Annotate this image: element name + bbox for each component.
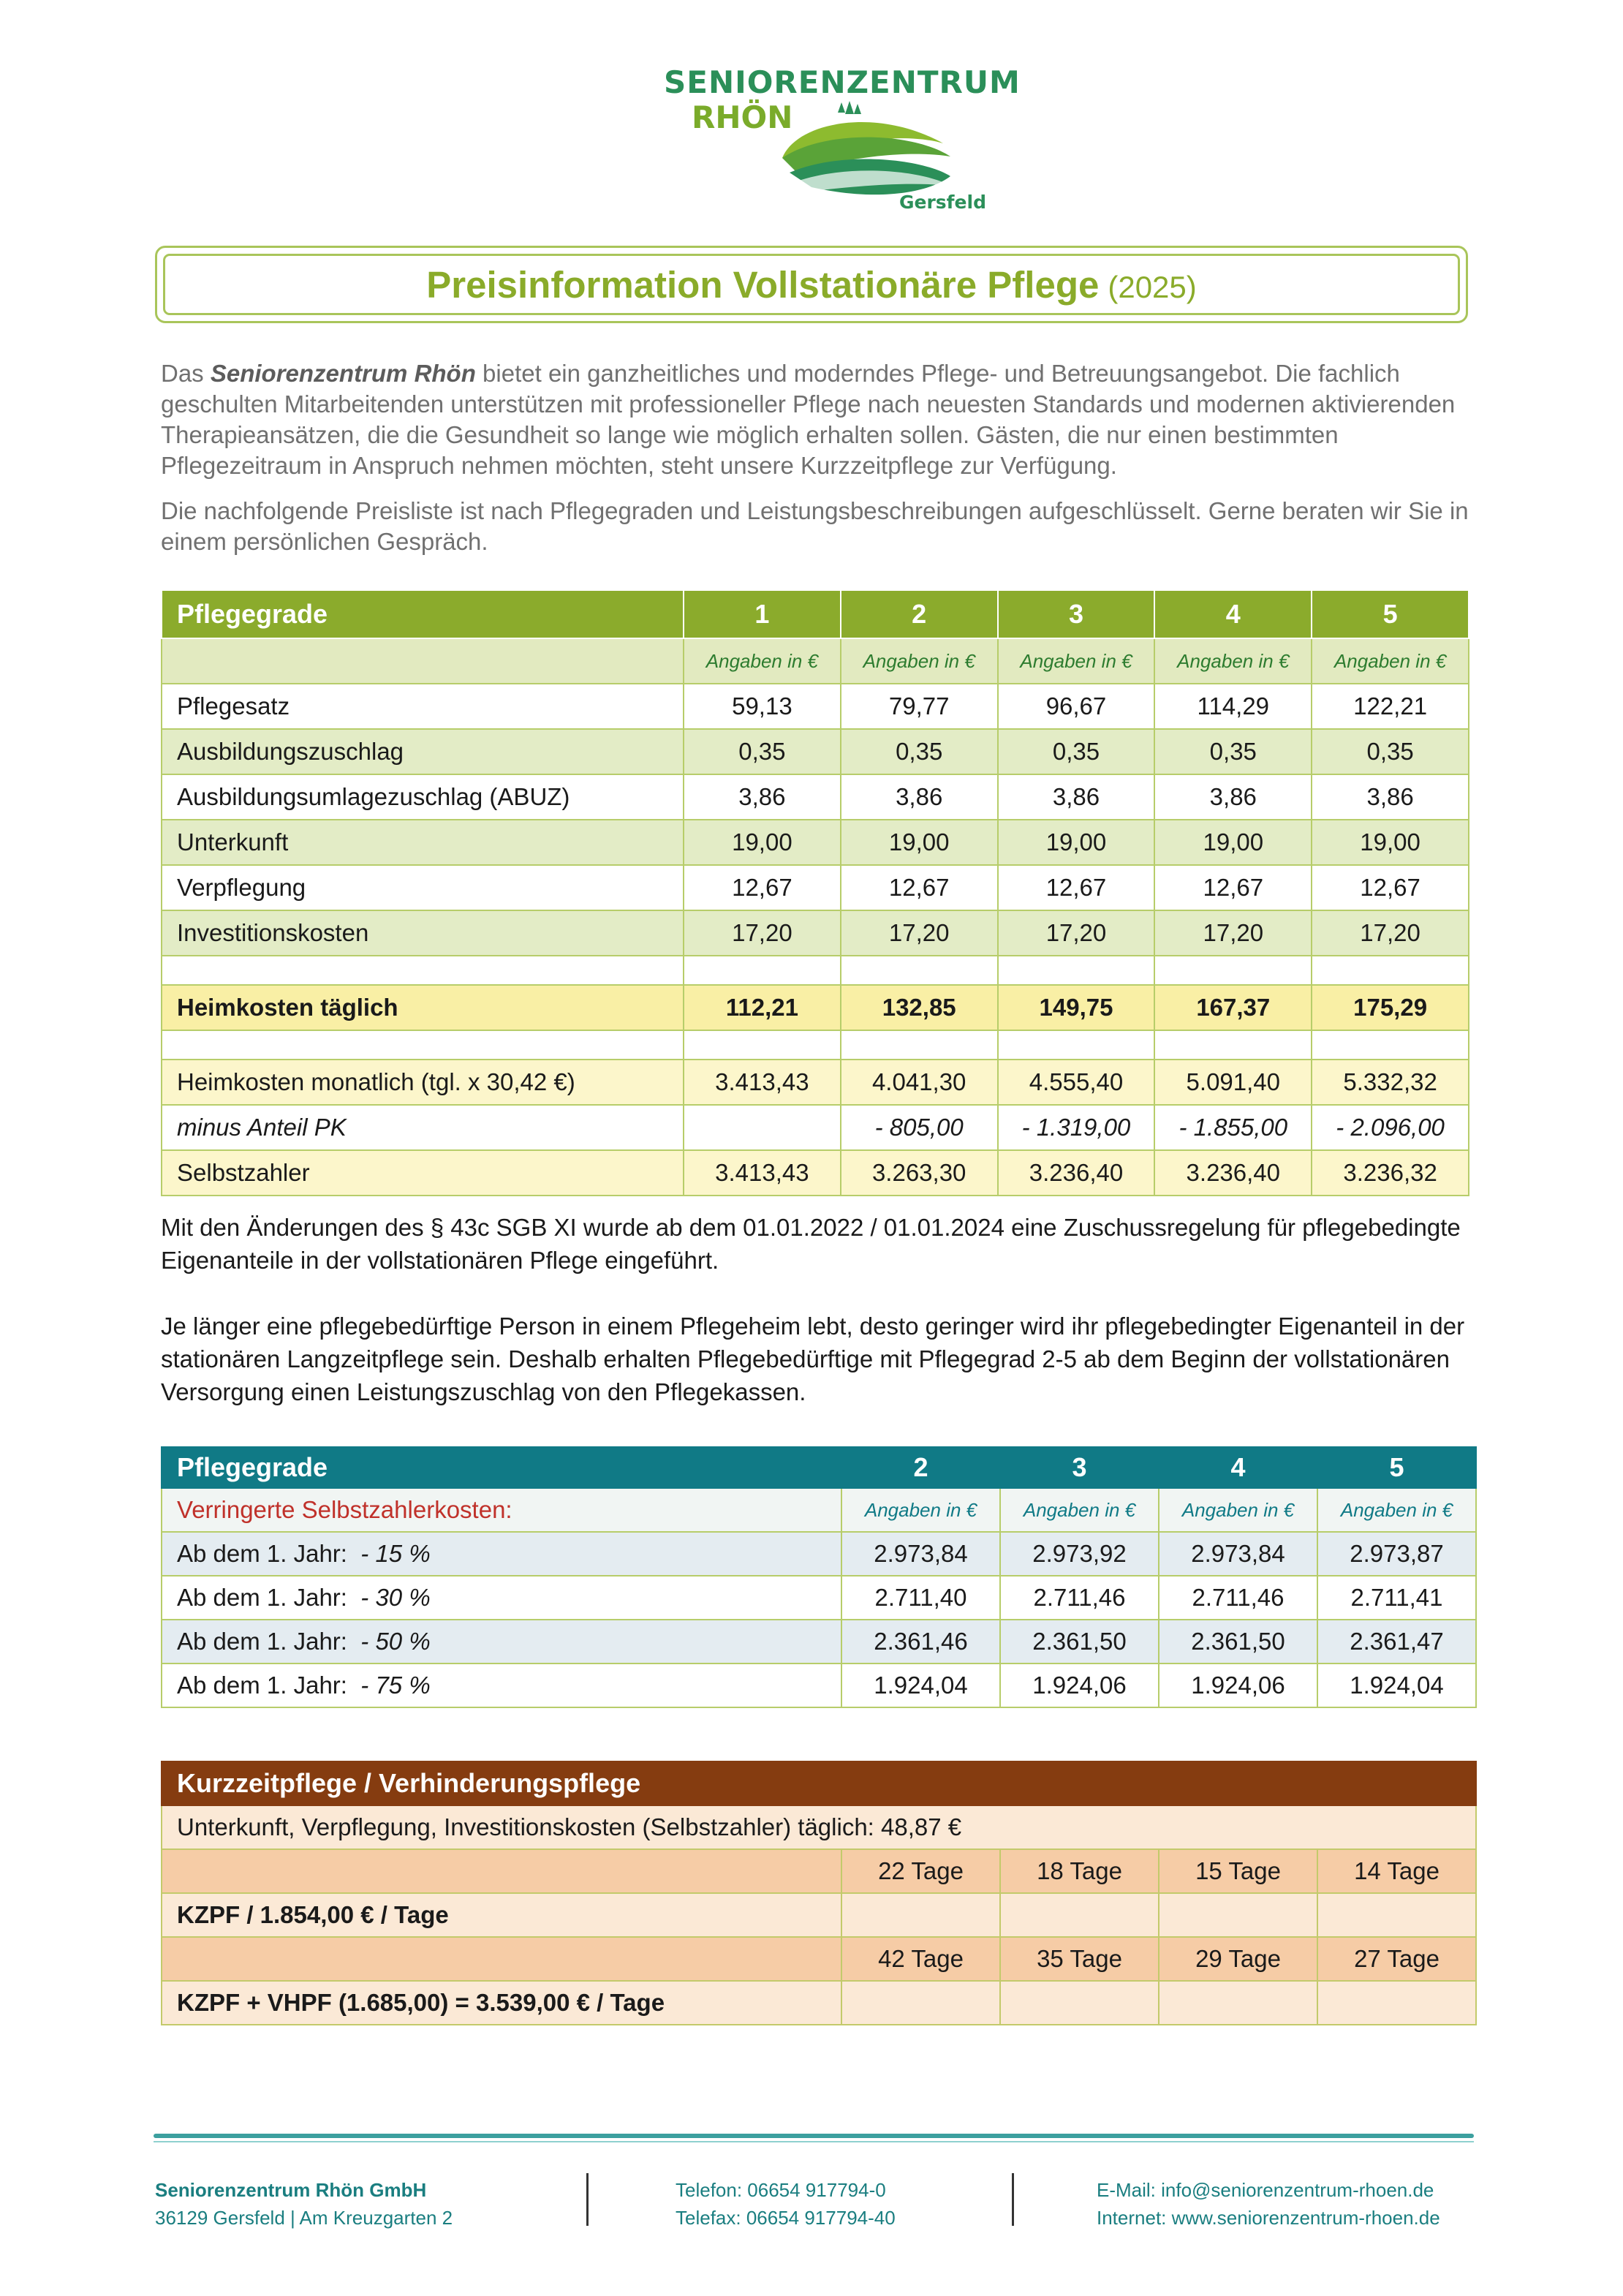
logo-place: Gersfeld: [899, 192, 986, 213]
footer-fax: Telefax: 06654 917794-40: [676, 2207, 896, 2229]
table-unit-row: Angaben in € Angaben in € Angaben in € Angaben in € Angaben in €: [162, 638, 1469, 684]
table-header-row: Pflegegrade 1 2 3 4 5: [162, 590, 1469, 638]
table-row: Ausbildungsumlagezuschlag (ABUZ) 3,86 3,86 3,86 3,86 3,86: [162, 774, 1469, 820]
table-row: Pflegesatz 59,13 79,77 96,67 114,29 122,21: [162, 684, 1469, 729]
daily-cost-row: Heimkosten täglich 112,21 132,85 149,75 167,37 175,29: [162, 985, 1469, 1030]
intro-paragraph-1: Das Seniorenzentrum Rhön bietet ein ganzheitliches und moderndes Pflege- und Betreuungsangebot. Die fachlich geschulten Mitarbeitenden unterstützen mit professioneller Pflege nach neuesten Standards und modernen aktivierenden Therapieansätzen, die die Gesundheit so lange wie möglich erhalten sollen. Gästen, die nur einen bestimmten Pflegezeitraum in Anspruch nehmen möchten, steht unsere Kurzzeitpflege zur Verfügung.: [161, 360, 1456, 479]
table-subheader-row: Verringerte Selbstzahlerkosten: Angaben in € Angaben in € Angaben in € Angaben in €: [162, 1488, 1476, 1532]
table-row: KZPF + VHPF (1.685,00) = 3.539,00 € / Tage: [162, 1981, 1476, 2025]
footer-street: 36129 Gersfeld | Am Kreuzgarten 2: [155, 2207, 453, 2229]
intro-paragraph-2: Die nachfolgende Preisliste ist nach Pflegegraden und Leistungsbeschreibungen aufgeschlüsselt. Gerne beraten wir Sie in einem persönlichen Gespräch.: [161, 497, 1469, 555]
table-row: KZPF / 1.854,00 € / Tage: [162, 1893, 1476, 1937]
minus-pk-row: minus Anteil PK - 805,00 - 1.319,00 - 1.855,00 - 2.096,00: [162, 1105, 1469, 1150]
company-name: Seniorenzentrum Rhön: [210, 360, 476, 387]
regulation-paragraph-2: Je länger eine pflegebedürftige Person in einem Pflegeheim lebt, desto geringer wird ihr pflegebedingter Eigenanteil in der stationären Langzeitpflege sein. Deshalb erhalten Pflegebedürftige mit Pflegegrad 2-5 ab dem Beginn der vollstationären Versorgung einen Leistungszuschlag von den Pflegekassen.: [161, 1313, 1465, 1405]
footer-divider: [154, 2134, 1474, 2138]
table-row: Ausbildungszuschlag 0,35 0,35 0,35 0,35 0,35: [162, 729, 1469, 774]
table-header-row: Kurzzeitpflege / Verhinderungspflege: [162, 1761, 1476, 1805]
table-header-row: Pflegegrade 2 3 4 5: [162, 1447, 1476, 1488]
footer-phone: Telefon: 06654 917794-0: [676, 2179, 886, 2201]
table-row: Ab dem 1. Jahr: - 30 % 2.711,40 2.711,46 2.711,46 2.711,41: [162, 1576, 1476, 1620]
logo-subtitle: RHÖN: [692, 99, 793, 135]
reduced-costs-table: [161, 1446, 1477, 1708]
monthly-cost-row: Heimkosten monatlich (tgl. x 30,42 €) 3.413,43 4.041,30 4.555,40 5.091,40 5.332,32: [162, 1060, 1469, 1105]
logo-title: SENIORENZENTRUM: [664, 64, 1021, 100]
table-days-row: 42 Tage 35 Tage 29 Tage 27 Tage: [162, 1937, 1476, 1981]
table-row: Ab dem 1. Jahr: - 75 % 1.924,04 1.924,06 1.924,06 1.924,04: [162, 1664, 1476, 1707]
regulation-text: [161, 1211, 1477, 1408]
page-title: Preisinformation Vollstationäre Pflege (2025): [426, 263, 1197, 306]
footer-separator: [586, 2173, 589, 2226]
footer-website-link[interactable]: Internet: www.seniorenzentrum-rhoen.de: [1097, 2207, 1440, 2229]
table-row: Unterkunft 19,00 19,00 19,00 19,00 19,00: [162, 820, 1469, 865]
spacer-row: [162, 956, 1469, 985]
footer-divider-thin: [154, 2141, 1474, 2142]
table-row: Unterkunft, Verpflegung, Investitionskosten (Selbstzahler) täglich: 48,87 €: [162, 1805, 1476, 1849]
footer-phone-block: [676, 2176, 896, 2232]
footer-address: [155, 2176, 453, 2232]
footer-email-link[interactable]: E-Mail: info@seniorenzentrum-rhoen.de: [1097, 2179, 1434, 2201]
footer-contact-block: [1097, 2176, 1440, 2232]
spacer-row: [162, 1030, 1469, 1060]
hills-icon: [768, 99, 965, 202]
table-row: Verpflegung 12,67 12,67 12,67 12,67 12,67: [162, 865, 1469, 910]
logo: [658, 58, 1021, 219]
intro-text: [161, 358, 1469, 572]
table-row: Ab dem 1. Jahr: - 15 % 2.973,84 2.973,92 2.973,84 2.973,87: [162, 1532, 1476, 1576]
table-row: Ab dem 1. Jahr: - 50 % 2.361,46 2.361,50 2.361,50 2.361,47: [162, 1620, 1476, 1664]
page-year: (2025): [1108, 269, 1197, 304]
table-days-row: 22 Tage 18 Tage 15 Tage 14 Tage: [162, 1849, 1476, 1893]
short-term-care-table: [161, 1761, 1477, 2025]
footer-separator: [1012, 2173, 1014, 2226]
heading-box: [155, 246, 1468, 323]
regulation-paragraph-1: Mit den Änderungen des § 43c SGB XI wurde ab dem 01.01.2022 / 01.01.2024 eine Zuschussregelung für pflegebedingte Eigenanteile in der vollstationären Pflege eingeführt.: [161, 1214, 1461, 1274]
price-table: [161, 589, 1469, 1196]
footer-company: Seniorenzentrum Rhön GmbH: [155, 2179, 427, 2201]
self-payer-row: Selbstzahler 3.413,43 3.263,30 3.236,40 3.236,40 3.236,32: [162, 1150, 1469, 1196]
table-row: Investitionskosten 17,20 17,20 17,20 17,20 17,20: [162, 910, 1469, 956]
